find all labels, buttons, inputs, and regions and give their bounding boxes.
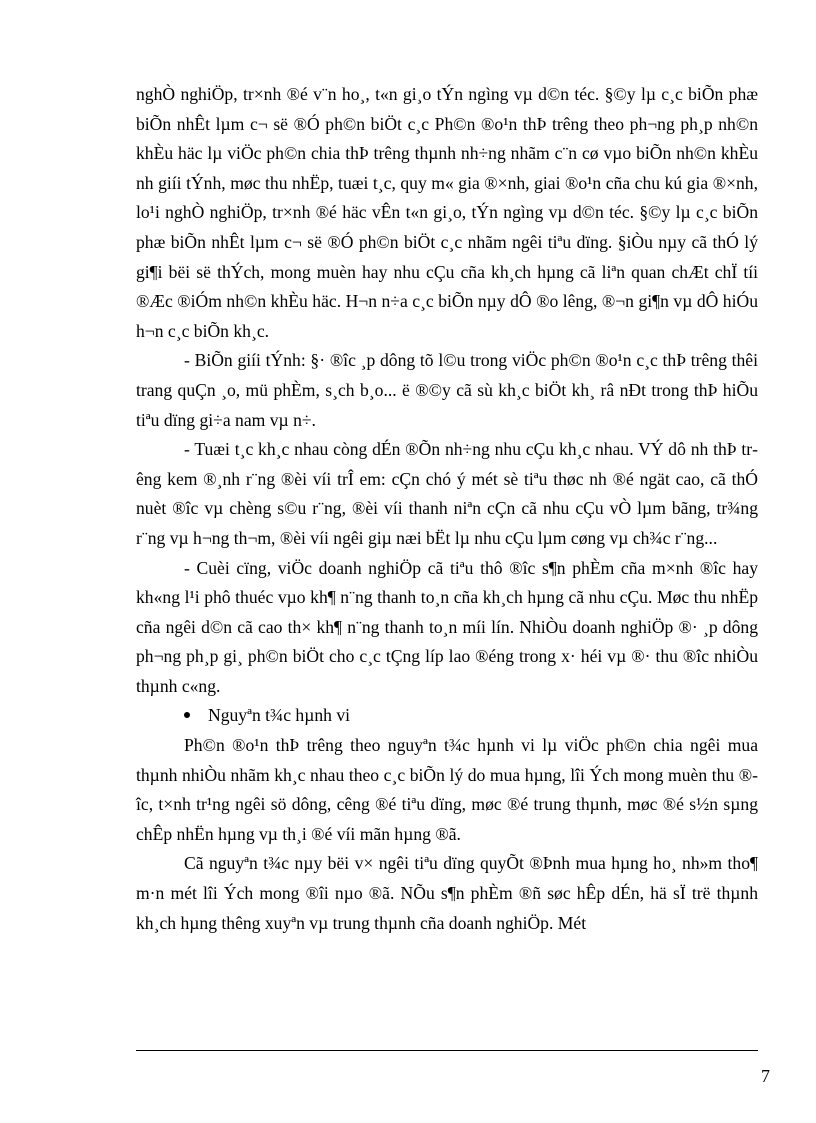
paragraph-5: Ph©n ®o¹n thÞ trêng theo nguyªn t¾c hµnh vi lµ viÖc ph©n chia ngêi mua thµnh nhiÒu nhãm kh¸c nhau theo c¸c biÕn lý do mua hµng, lîi Ých mong muèn thu ®îc, t×nh tr¹ng ngêi sö dông, cêng ®é tiªu dïng, møc ®é trung thµnh, møc ®é s½n sµng chÊp nhËn hµng vµ th¸i ®é víi mãn hµng ®ã. [136,735,758,844]
footer-divider [136,1050,758,1051]
paragraph-1: nghÒ nghiÖp, tr×nh ®é v¨n ho¸, t«n gi¸o tÝn ngìng vµ d©n téc. §©y lµ c¸c biÕn phæ biÕn nhÊt lµm c¬ së ®Ó ph©n biÖt c¸c Ph©n ®o¹n thÞ trêng theo ph¬ng ph¸p nh©n khÈu häc lµ viÖc ph©n chia thÞ trêng thµnh nh÷ng nhãm c¨n cø vµo biÕn nh©n khÈu nh giíi tÝnh, møc thu nhËp, tuæi t¸c, quy m« gia ®×nh, giai ®o¹n cña chu kú gia ®×nh, lo¹i nghÒ nghiÖp, tr×nh ®é häc vÊn t«n gi¸o, tÝn ngìng vµ d©n téc. §©y lµ c¸c biÕn phæ biÕn nhÊt lµm c¬ së ®Ó ph©n biÖt c¸c nhãm ngêi tiªu dïng. §iÒu nµy cã thÓ lý gi¶i bëi së thÝch, mong muèn hay nhu cÇu cña kh¸ch hµng cã liªn quan chÆt chÏ tíi ®Æc ®iÓm nh©n khÈu häc. H¬n n÷a c¸c biÕn nµy dÔ ®o lêng, ®¬n gi¶n vµ dÔ hiÓu h¬n c¸c biÕn kh¸c. [136,84,758,341]
paragraph-2: - BiÕn giíi tÝnh: §· ®îc ¸p dông tõ l©u trong viÖc ph©n ®o¹n c¸c thÞ trêng thêi trang quÇn ¸o, mü phÈm, s¸ch b¸o... ë ®©y cã sù kh¸c biÖt kh¸ râ nÐt trong thÞ hiÕu tiªu dïng gi÷a nam vµ n÷. [136,350,758,430]
document-body [136,80,758,938]
paragraph-4: - Cuèi cïng, viÖc doanh nghiÖp cã tiªu thô ®îc s¶n phÈm cña m×nh ®îc hay kh«ng l¹i phô thuéc vµo kh¶ n¨ng thanh to¸n cña kh¸ch hµng cã nhu cÇu. Møc thu nhËp cña ngêi d©n cã cao th× kh¶ n¨ng thanh to¸n míi lín. NhiÒu doanh nghiÖp ®· ¸p dông ph¬ng ph¸p gi¸ ph©n biÖt cho c¸c tÇng líp lao ®éng trong x· héi vµ ®· thu ®îc nhiÒu thµnh c«ng. [136,557,758,696]
bullet-label: Nguyªn t¾c hµnh vi [208,705,351,726]
bullet-icon [184,712,190,718]
page-number: 7 [761,1066,770,1086]
paragraph-3: - Tuæi t¸c kh¸c nhau còng dÉn ®Õn nh÷ng nhu cÇu kh¸c nhau. VÝ dô nh thÞ trêng kem ®¸nh r¨ng ®èi víi trÎ em: cÇn chó ý mét sè tiªu thøc nh ®é ngät cao, cã thÓ nuèt ®îc vµ chèng s©u r¨ng, ®èi víi thanh niªn cÇn cã nhu cÇu vÒ lµm bãng, tr¾ng r¨ng vµ h¬ng th¬m, ®èi víi ngêi giµ næi bËt lµ nhu cÇu lµm cøng vµ ch¾c r¨ng... [136,439,758,548]
bullet-item [136,701,758,731]
paragraph-6: Cã nguyªn t¾c nµy bëi v× ngêi tiªu dïng quyÕt ®Þnh mua hµng ho¸ nh»m tho¶ m·n mét lîi Ých mong ®îi nµo ®ã. NÕu s¶n phÈm ®ñ søc hÊp dÉn, hä sÏ trë thµnh kh¸ch hµng thêng xuyªn vµ trung thµnh cña doanh nghiÖp. Mét [136,853,758,933]
